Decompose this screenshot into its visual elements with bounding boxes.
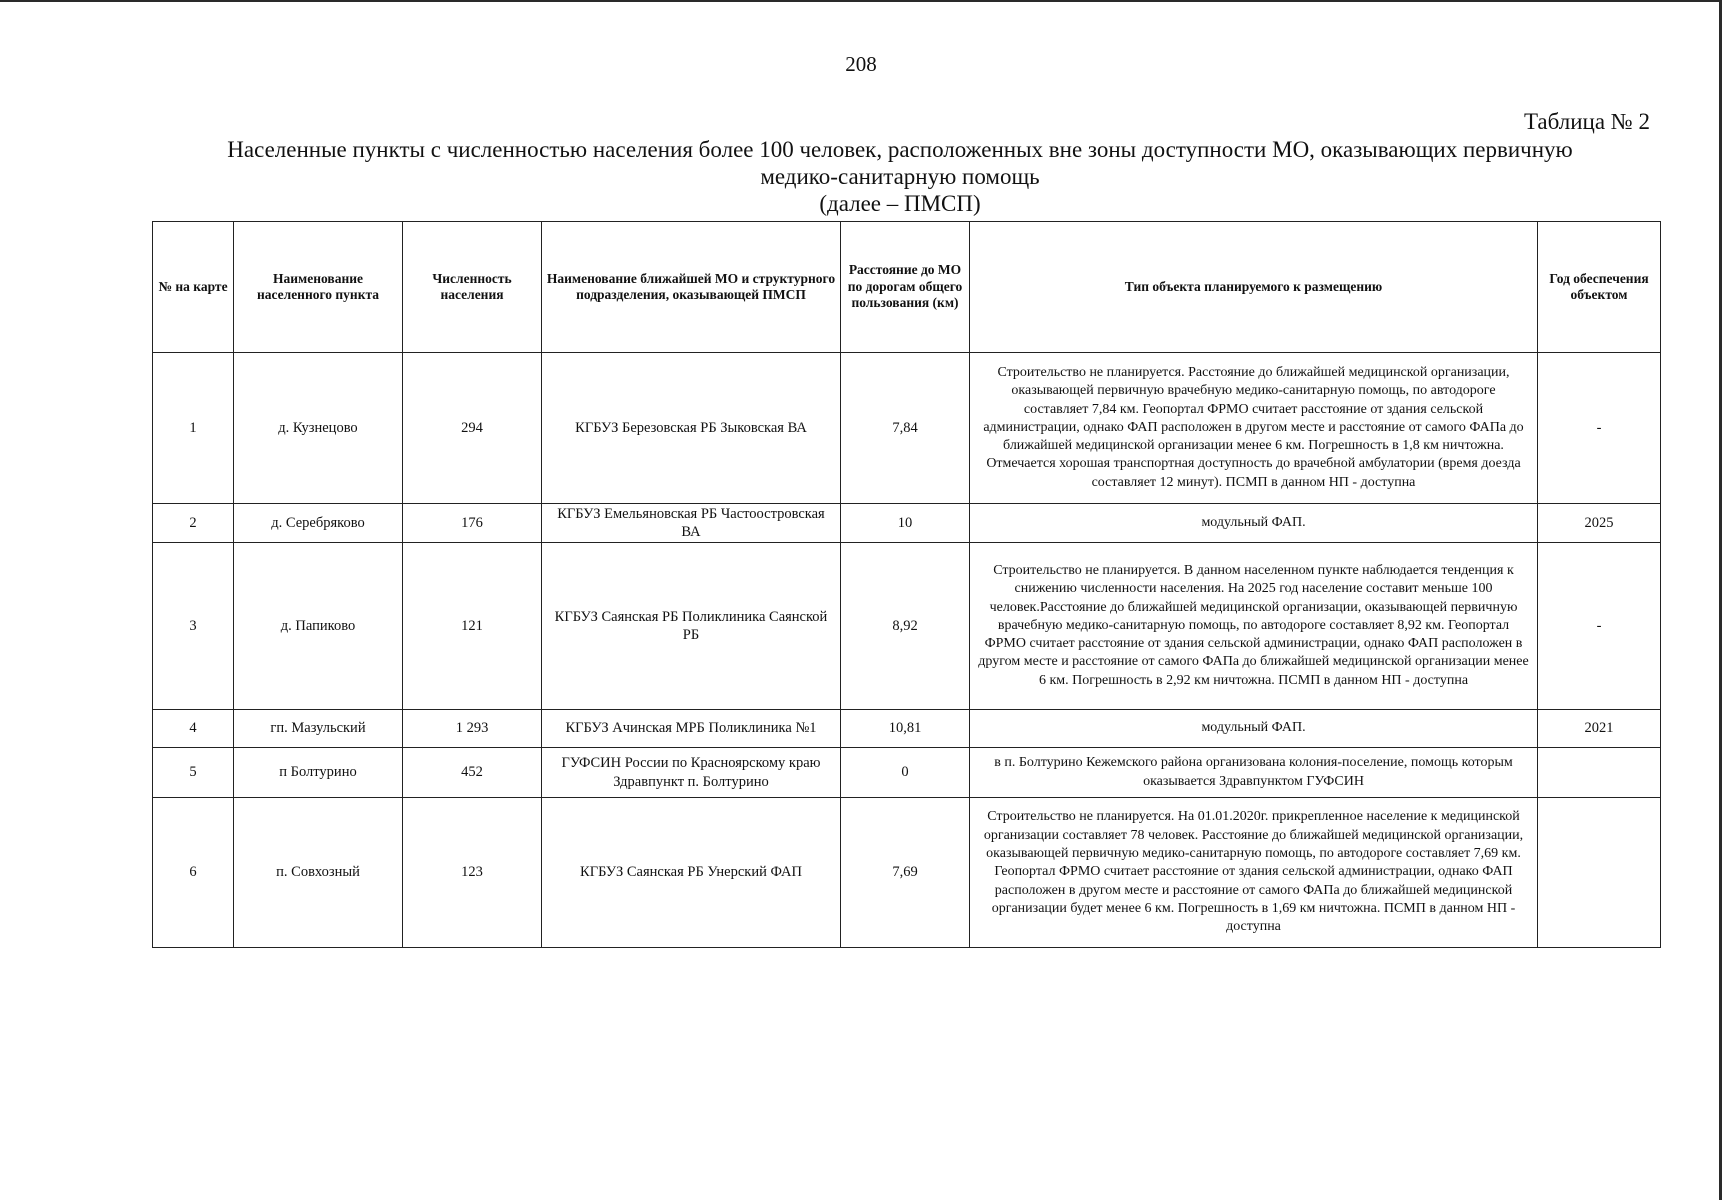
header-num: № на карте: [153, 222, 234, 353]
table-label: Таблица № 2: [1523, 109, 1650, 134]
cell-settlement: д. Кузнецово: [234, 353, 403, 504]
cell-settlement: п. Совхозный: [234, 798, 403, 948]
cell-num: 4: [153, 710, 234, 748]
cell-year: [1538, 748, 1661, 798]
cell-distance: 0: [841, 748, 970, 798]
cell-distance: 7,84: [841, 353, 970, 504]
cell-object-type: Строительство не планируется. На 01.01.2020г. прикрепленное население к медицинской организации составляет 78 человек. Расстояние до ближайшей медицинской организации, оказывающей первичную медико-санитарную помощь, по автодороге составляет 7,69 км. Геопортал ФРМО считает расстояние от здания сельской администрации, однако ФАП расположен в другом месте и расстояние от самого ФАПа до ближайшей медицинской организации будет менее 6 км. Погрешность в 1,69 км ничтожна. ПСМП в данном НП - доступна: [970, 798, 1538, 948]
cell-num: 5: [153, 748, 234, 798]
cell-population: 452: [403, 748, 542, 798]
cell-settlement: п Болтурино: [234, 748, 403, 798]
title-line-3: (далее – ПМСП): [819, 191, 981, 216]
header-year: Год обеспечения объектом: [1538, 222, 1661, 353]
table-row: [153, 710, 1661, 748]
table-title: [160, 136, 1640, 217]
cell-num: 3: [153, 543, 234, 710]
cell-population: 1 293: [403, 710, 542, 748]
cell-mo: КГБУЗ Саянская РБ Поликлиника Саянской РБ: [542, 543, 841, 710]
title-line-1: Населенные пункты с численностью населения более 100 человек, расположенных вне зоны доступности МО, оказывающих первичную: [227, 137, 1573, 162]
cell-year: [1538, 798, 1661, 948]
cell-object-type: в п. Болтурино Кежемского района организована колония-поселение, помощь которым оказывается Здравпунктом ГУФСИН: [970, 748, 1538, 798]
header-settlement: Наименование населенного пункта: [234, 222, 403, 353]
cell-num: 6: [153, 798, 234, 948]
cell-mo: КГБУЗ Березовская РБ Зыковская ВА: [542, 353, 841, 504]
cell-mo: КГБУЗ Саянская РБ Унерский ФАП: [542, 798, 841, 948]
cell-mo: КГБУЗ Емельяновская РБ Частоостровская ВА: [542, 504, 841, 543]
cell-distance: 7,69: [841, 798, 970, 948]
page-number: 208: [845, 52, 877, 76]
scan-edge-top: [0, 0, 1722, 2]
cell-object-type: Строительство не планируется. В данном населенном пункте наблюдается тенденция к снижению численности населения. На 2025 год население составит меньше 100 человек.Расстояние до ближайшей медицинской организации, оказывающей первичную врачебную медико-санитарную помощь, по автодороге составляет 8,92 км. Геопортал ФРМО считает расстояние от здания сельской администрации, однако ФАП расположен в другом месте и расстояние от самого ФАПа до ближайшей медицинской организации менее 6 км. Погрешность в 2,92 км ничтожна. ПСМП в данном НП - доступна: [970, 543, 1538, 710]
table-row: [153, 504, 1661, 543]
cell-population: 121: [403, 543, 542, 710]
cell-num: 1: [153, 353, 234, 504]
cell-year: 2025: [1538, 504, 1661, 543]
table-row: [153, 353, 1661, 504]
header-row: [153, 222, 1661, 353]
cell-mo: КГБУЗ Ачинская МРБ Поликлиника №1: [542, 710, 841, 748]
header-mo: Наименование ближайшей МО и структурного подразделения, оказывающей ПМСП: [542, 222, 841, 353]
table-row: [153, 798, 1661, 948]
table-row: [153, 543, 1661, 710]
cell-object-type: Строительство не планируется. Расстояние до ближайшей медицинской организации, оказывающей первичную врачебную медико-санитарную помощь, по автодороге составляет 7,84 км. Геопортал ФРМО считает расстояние от здания сельской администрации, однако ФАП расположен в другом месте и расстояние от самого ФАПа до ближайшей медицинской организации менее 6 км. Погрешность в 1,8 км ничтожна. Отмечается хорошая транспортная доступность до врачебной амбулатории (время доезда составляет 12 минут). ПСМП в данном НП - доступна: [970, 353, 1538, 504]
cell-settlement: д. Папиково: [234, 543, 403, 710]
header-object-type: Тип объекта планируемого к размещению: [970, 222, 1538, 353]
table-row: [153, 748, 1661, 798]
cell-year: -: [1538, 353, 1661, 504]
cell-settlement: д. Серебряково: [234, 504, 403, 543]
cell-population: 176: [403, 504, 542, 543]
cell-distance: 10: [841, 504, 970, 543]
cell-num: 2: [153, 504, 234, 543]
header-population: Численность населения: [403, 222, 542, 353]
settlements-table: [152, 221, 1661, 948]
cell-distance: 10,81: [841, 710, 970, 748]
cell-object-type: модульный ФАП.: [970, 710, 1538, 748]
cell-distance: 8,92: [841, 543, 970, 710]
cell-object-type: модульный ФАП.: [970, 504, 1538, 543]
header-distance: Расстояние до МО по дорогам общего пользования (км): [841, 222, 970, 353]
cell-mo: ГУФСИН России по Красноярскому краю Здравпункт п. Болтурино: [542, 748, 841, 798]
cell-year: -: [1538, 543, 1661, 710]
cell-population: 294: [403, 353, 542, 504]
title-line-2: медико-санитарную помощь: [760, 164, 1040, 189]
cell-population: 123: [403, 798, 542, 948]
cell-year: 2021: [1538, 710, 1661, 748]
cell-settlement: гп. Мазульский: [234, 710, 403, 748]
